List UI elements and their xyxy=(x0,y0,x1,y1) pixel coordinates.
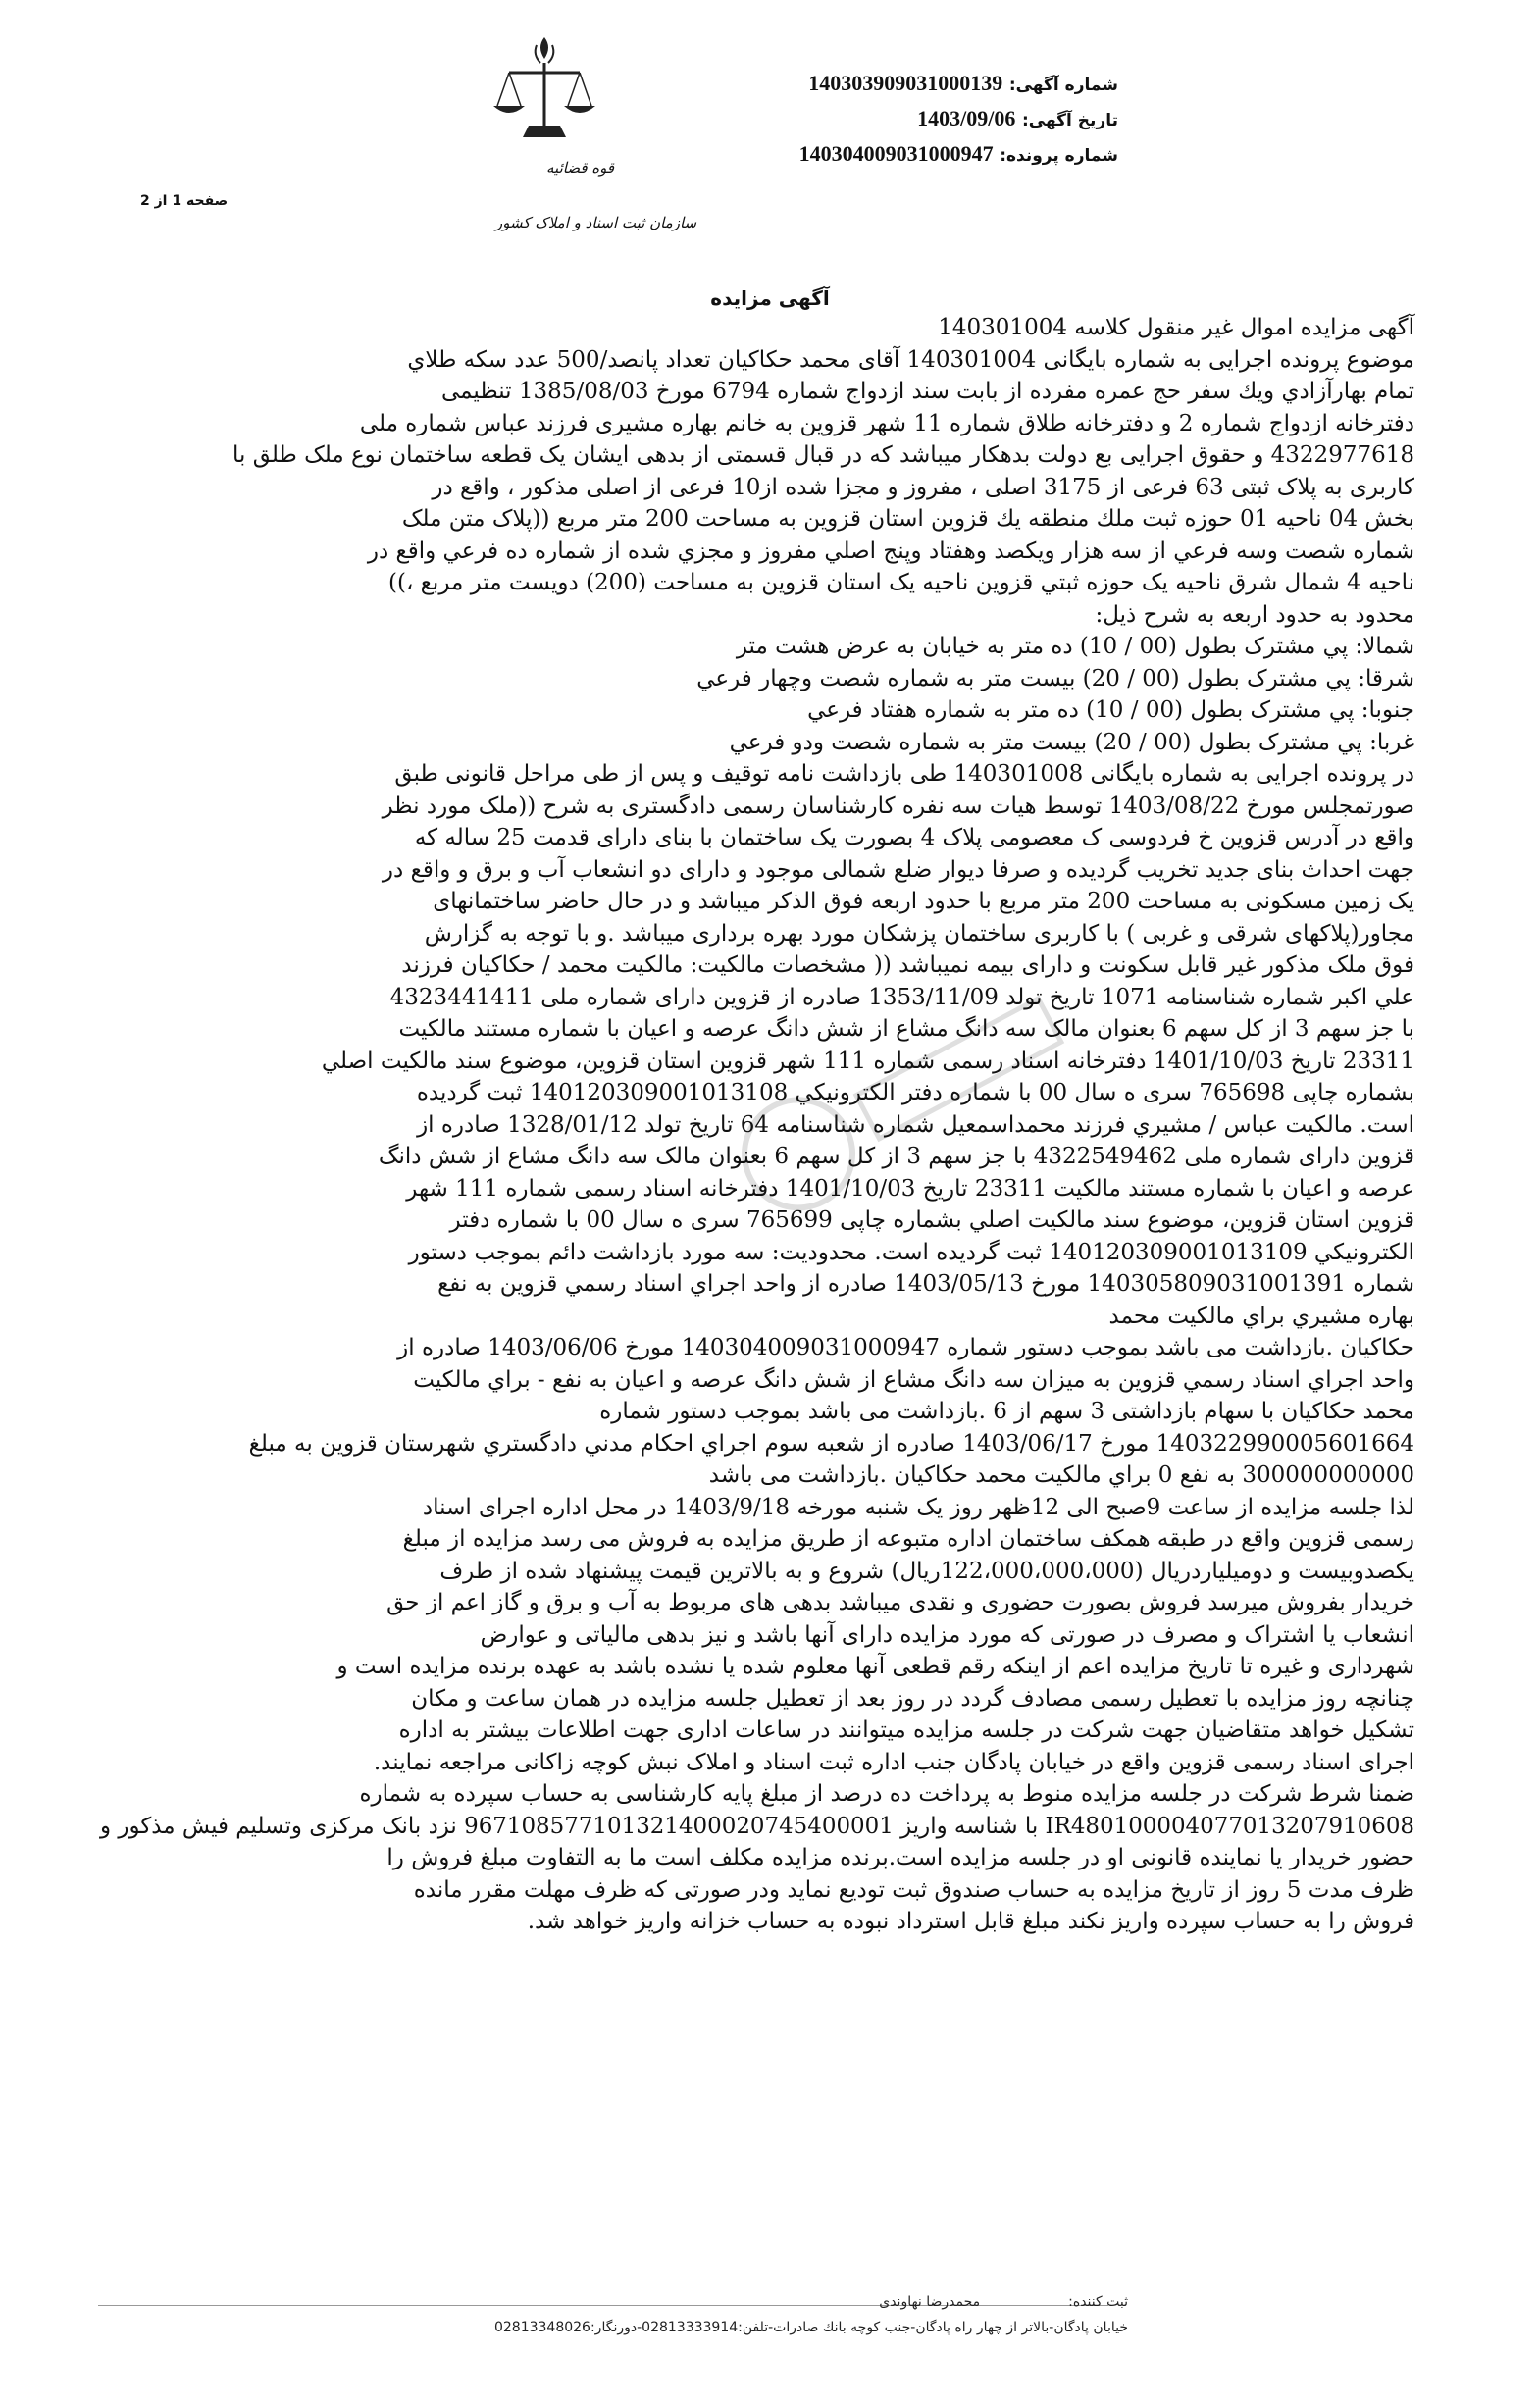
body-line: رسمی قزوین واقع در طبقه همکف ساختمان اداره متبوعه از طریق مزایده به فروش می رسد مزایده از مبلغ xyxy=(402,1526,1414,1552)
body-line: عرصه و اعیان با شماره مستند مالکیت 23311 تاریخ 1401/10/03 دفترخانه اسناد رسمی شماره 111 شهر xyxy=(406,1175,1414,1202)
body-line: در پرونده اجرایی به شماره بایگانی 140301008 طی بازداشت نامه توقیف و پس از طی مراحل قانونی طبق xyxy=(394,761,1414,787)
body-line: ضمنا شرط شرکت در جلسه مزایده منوط به پرداخت ده درصد از مبلغ پایه کارشناسی به حساب سپرده به شماره xyxy=(359,1781,1414,1807)
body-line: انشعاب یا اشتراک و مصرف در صورتی که مورد مزایده دارای آنها باشد و نیز بدهی مالیاتی و عوارض xyxy=(480,1621,1414,1648)
body-line: علي اكبر شماره شناسنامه 1071 تاریخ تولد 1353/11/09 صادره از قزوین دارای شماره ملی 4323441411 xyxy=(389,984,1414,1010)
file-number-row xyxy=(799,137,1118,173)
body-line: واقع در آدرس قزوین خ فردوسی ک معصومی پلاک 4 بصورت یک ساختمان با بنای دارای قدمت 25 ساله که xyxy=(414,825,1414,850)
body-line: غربا: پي مشترک بطول (00 / 20) بيست متر به شماره شصت ودو فرعي xyxy=(729,729,1414,755)
body-line: شمالا: پي مشترک بطول (00 / 10) ده متر به خيابان به عرض هشت متر xyxy=(736,634,1414,659)
body-line: موضوع پرونده اجرایی به شماره بایگانی 140301004 آقای محمد حکاکیان تعداد پانصد/500 عدد سکه طلاي xyxy=(407,346,1414,373)
scales-of-justice-icon xyxy=(476,27,642,243)
body-line: خریدار بفروش میرسد فروش بصورت حضوری و نقدی میباشد بدهی های مربوط به آب و برق و گاز اعم از حق xyxy=(386,1590,1414,1615)
body-line: قزوین دارای شماره ملی 4322549462 با جز سهم 3 از کل سهم 6 بعنوان مالک سه دانگ مشاع از شش دانگ xyxy=(378,1144,1414,1169)
body-line: واحد اجراي اسناد رسمي قزوين به ميزان سه دانگ مشاع از شش دانگ عرصه و اعیان به نفع - براي مالكيت xyxy=(413,1366,1414,1393)
body-line: یکصدوبیست و دومیلیاردریال (122،000،000،000ریال) شروع و به بالاترین قیمت پیشنهاد شده از طرف xyxy=(439,1558,1414,1584)
judiciary-emblem xyxy=(476,27,697,243)
footer xyxy=(494,2289,1128,2340)
body-line: حضور خریدار یا نماینده قانونی او در جلسه مزایده است.برنده مزایده مکلف است ما به التفاوت مبلغ فروش را xyxy=(386,1845,1414,1870)
body-line: تشکیل خواهد متقاضیان جهت شرکت در جلسه مزایده میتوانند در ساعات اداری جهت اطلاعات بیشتر به اداره xyxy=(398,1717,1414,1743)
body-line: شرقا: پي مشترک بطول (00 / 20) بيست متر به شماره شصت وچهار فرعي xyxy=(696,665,1414,691)
body-line: ظرف مدت 5 روز از تاریخ مزایده به حساب صندوق ثبت تودیع نماید ودر صورتی که ظرف مهلت مقرر مانده xyxy=(413,1876,1414,1903)
body-line: شماره 140305809031001391 مورخ 1403/05/13 صادره از واحد اجراي اسناد رسمي قزوين به نفع xyxy=(437,1271,1414,1297)
emblem-caption-judiciary: قوه قضائیه xyxy=(546,159,615,177)
body-line: فروش را به حساب سپرده واریز نکند مبلغ قابل استرداد نبوده به حساب خزانه واریز خواهد شد. xyxy=(527,1909,1414,1934)
body-line: جهت احداث بنای جدید تخریب گردیده و صرفا دیوار ضلع شمالی موجود و دارای دو انشعاب آب و برق و واقع در xyxy=(382,856,1414,883)
page-number: صفحه 1 از 2 xyxy=(140,193,229,209)
body-line: شماره شصت وسه فرعي از سه هزار ويكصد وهفتاد وپنج اصلي مفروز و مجزي شده از شماره ده فرعي واقع در xyxy=(367,538,1414,564)
registrar-label: ثبت کننده: xyxy=(1068,2294,1128,2310)
body-line: لذا جلسه مزایده از ساعت 9صبح الی 12ظهر روز یک شنبه مورخه 1403/9/18 در محل اداره اجرای اسناد xyxy=(422,1494,1414,1520)
body-line: شهرداری و غیره تا تاریخ مزایده اعم از اینکه رقم قطعی آنها معلوم شده یا نشده باشد به عهده برنده مزایده است و xyxy=(336,1654,1414,1679)
body-line: بخش 04 ناحیه 01 حوزه ثبت ملك منطقه يك قزوين استان قزوین به مساحت 200 متر مربع ((پلاک متن ملک xyxy=(401,506,1414,532)
registrar-name: محمدرضا نهاوندی xyxy=(879,2294,981,2310)
body-line: کاربری به پلاک ثبتی 63 فرعی از 3175 اصلی ، مفروز و مجزا شده از10 فرعی از اصلی مذکور ، واقع در xyxy=(432,474,1414,500)
body-line: جنوبا: پي مشترک بطول (00 / 10) ده متر به شماره هفتاد فرعي xyxy=(807,697,1414,723)
body-line: محمد حکاکیان با سهام بازداشتی 3 سهم از 6 .بازداشت می باشد بموجب دستور شماره xyxy=(599,1399,1414,1424)
body-line: مجاور(پلاکهای شرقی و غربی ) با کاربری ساختمان پزشکان مورد بهره برداری میباشد .و با توجه به گزارش xyxy=(424,920,1414,947)
emblem-caption-organization: سازمان ثبت اسناد و املاک کشور xyxy=(495,214,697,231)
announcement-body xyxy=(100,312,1414,1938)
registrar-row xyxy=(494,2289,1128,2315)
ad-date-row xyxy=(799,102,1118,137)
body-line: 23311 تاریخ 1401/10/03 دفترخانه اسناد رسمی شماره 111 شهر قزوین استان قزوین، موضوع سند مالکیت اصلي xyxy=(321,1048,1414,1074)
body-line: 140322990005601664 مورخ 1403/06/17 صادره از شعبه سوم اجراي احكام مدني دادگستري شهرستان قزوين به مبلغ xyxy=(248,1430,1414,1457)
body-line: محدود به حدود اربعه به شرح ذيل: xyxy=(1095,601,1414,628)
body-line: الكترونيكي 140120309001013109 ثبت گردیده است. محدودیت: سه مورد بازداشت دائم بموجب دستور xyxy=(408,1239,1414,1265)
office-address: خیابان پادگان-بالاتر از چهار راه پادگان-جنب کوچه بانك صادرات-تلفن:02813333914-دورنگار:02813348026 xyxy=(493,2320,1128,2335)
body-line: 4322977618 و حقوق اجرایی بع دولت بدهکار میباشد که در قبال قسمتی از بدهی ایشان یک قطعه ساختمان نوع ملک طلق با xyxy=(231,442,1414,468)
body-line: است. مالکیت عباس / مشیري فرزند محمداسمعیل شماره شناسنامه 64 تاریخ تولد 1328/01/12 صادره از xyxy=(417,1111,1414,1138)
ad-date: 1403/09/06 xyxy=(917,106,1016,130)
body-line: حکاکیان .بازداشت می باشد بموجب دستور شماره 140304009031000947 مورخ 1403/06/06 صادره از xyxy=(397,1335,1414,1360)
document-title: آگهی مزایده xyxy=(710,286,830,310)
body-line: ناحیه 4 شمال شرق ناحیه یک حوزه ثبتي قزوين ناحیه یک استان قزوین به مساحت (200) دويست متر مربع ،)) xyxy=(388,570,1414,595)
body-line: فوق ملک مذکور غیر قابل سکونت و دارای بیمه نمیباشد (( مشخصات مالکیت: مالکیت محمد / حکاکیان فرزند xyxy=(401,952,1414,978)
ad-date-label: تاریخ آگهی: xyxy=(1021,111,1118,130)
body-line: قزوین استان قزوین، موضوع سند مالکیت اصلي بشماره چاپی 765699 سری ه سال 00 با شماره دفتر xyxy=(449,1207,1414,1233)
body-line: یک زمین مسکونی به مساحت 200 متر مربع با حدود اربعه فوق الذکر میباشد و در حال حاضر ساختمانهای xyxy=(433,889,1414,914)
body-line: بهاره مشيري براي مالكيت محمد xyxy=(1108,1303,1414,1329)
body-line: 300000000000 به نفع 0 براي مالكيت محمد حکاکیان .بازداشت می باشد xyxy=(708,1462,1414,1488)
ad-number: 140303909031000139 xyxy=(808,71,1003,95)
body-line: بشماره چاپی 765698 سری ه سال 00 با شماره دفتر الكترونيكي 140120309001013108 ثبت گردیده xyxy=(416,1080,1414,1105)
ad-meta xyxy=(799,67,1118,173)
body-line: چنانچه روز مزایده با تعطیل رسمی مصادف گردد در روز بعد از تعطیل جلسه مزایده در همان ساعت و مکان xyxy=(411,1685,1414,1712)
body-line: IR480100004077013207910608 با شناسه واریز 967108577101321400020745400001 نزد بانک مرکزی وتسلیم فیش مذکور و xyxy=(100,1813,1414,1839)
file-number: 140304009031000947 xyxy=(798,141,994,166)
body-line: تمام بهارآزادي ویك سفر حج عمره مفرده از بابت سند ازدواج شماره 6794 مورخ 1385/08/03 تنظیمی xyxy=(440,379,1414,404)
body-line: دفترخانه ازدواج شماره 2 و دفترخانه طلاق شماره 11 شهر قزوین به خانم بهاره مشیری فرزند عباس شماره ملی xyxy=(359,410,1414,436)
body-line: آگهی مزایده اموال غیر منقول کلاسه 140301004 xyxy=(938,315,1414,340)
ad-number-label: شماره آگهی: xyxy=(1008,76,1118,95)
file-number-label: شماره پرونده: xyxy=(1000,146,1118,166)
body-line: با جز سهم 3 از کل سهم 6 بعنوان مالک سه دانگ مشاع از شش دانگ عرصه و اعیان با شماره مستند مالکیت xyxy=(398,1016,1414,1042)
body-line: اجرای اسناد رسمی قزوین واقع در خیابان پادگان جنب اداره ثبت اسناد و املاک نبش کوچه زاکانی مراجعه نمایند. xyxy=(373,1749,1414,1775)
body-line: صورتمجلس مورخ 1403/08/22 توسط هیات سه نفره کارشناسان رسمی دادگستری به شرح ((ملک مورد نظر xyxy=(382,793,1414,819)
ad-number-row xyxy=(799,67,1118,102)
